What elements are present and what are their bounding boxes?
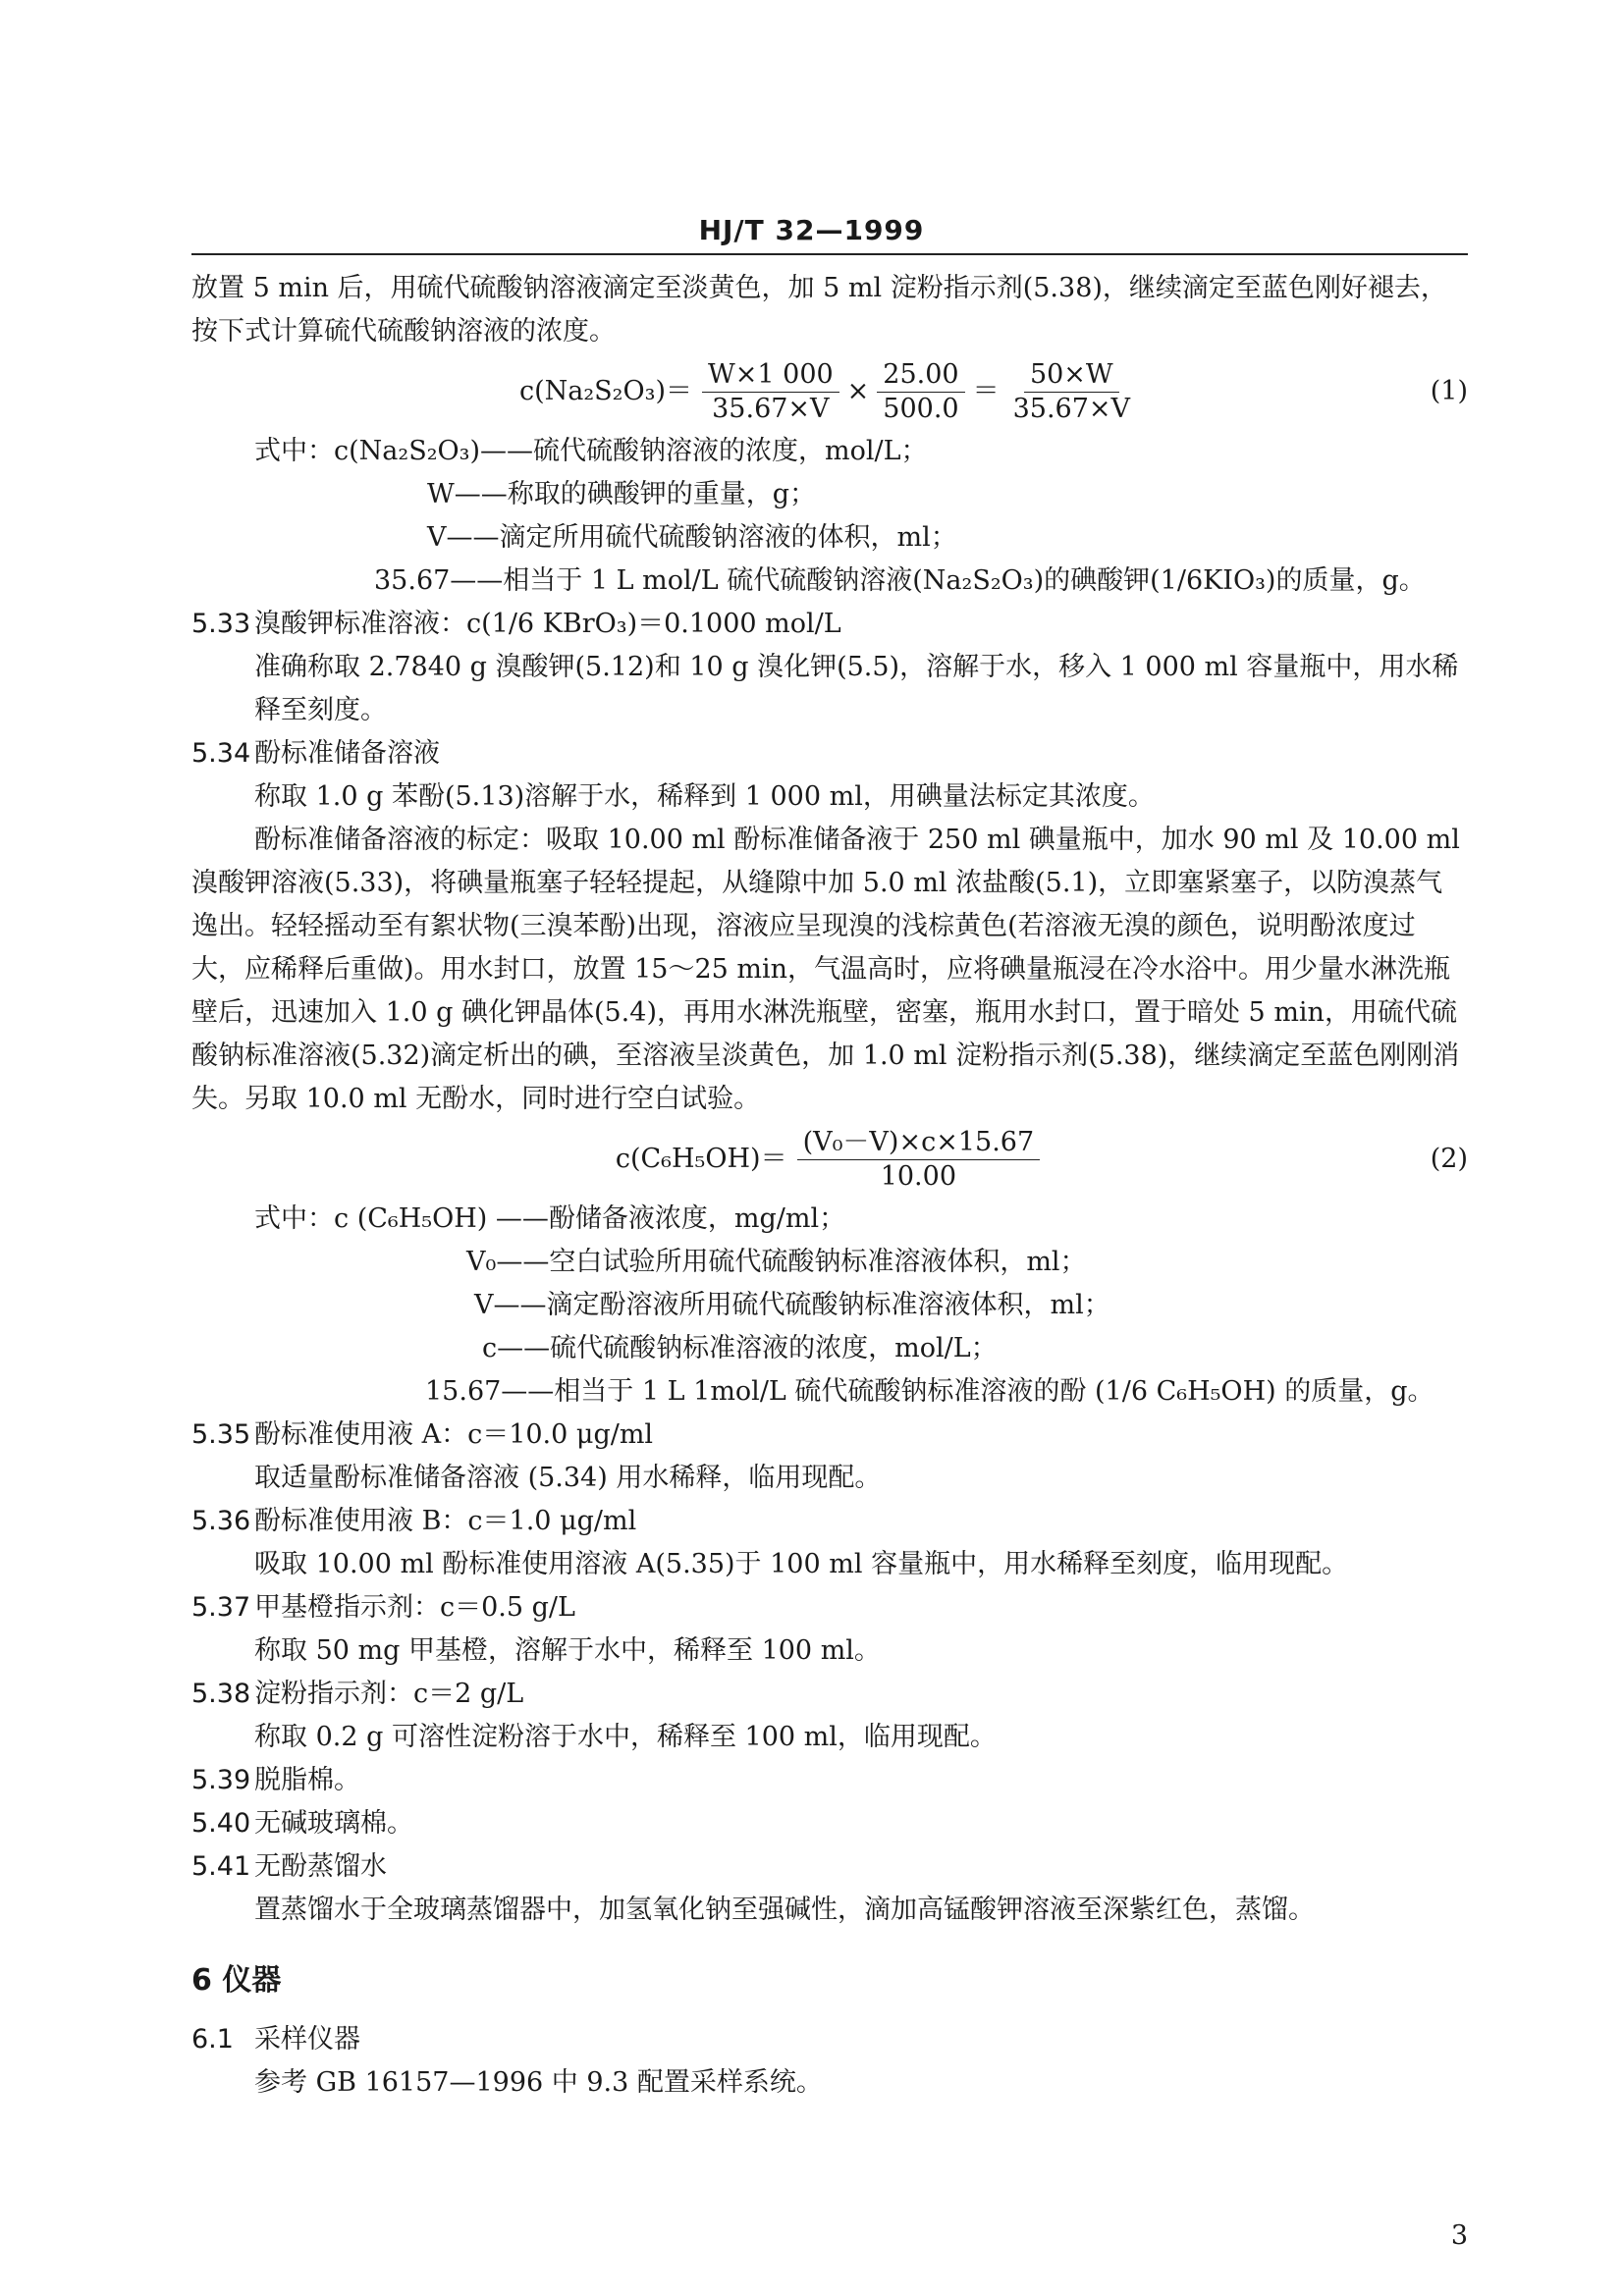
eq1-lhs: c(Na₂S₂O₃)＝ bbox=[518, 376, 692, 406]
eq1-fraction-1 bbox=[702, 358, 839, 426]
section-number: 5.36 bbox=[191, 1506, 251, 1536]
equation-1 bbox=[191, 353, 1468, 430]
section-title: 采样仪器 bbox=[254, 2024, 360, 2055]
section-number: 5.39 bbox=[191, 1765, 251, 1795]
section-title: 淀粉指示剂：c＝2 g/L bbox=[254, 1679, 524, 1709]
eq1-number: (1) bbox=[1430, 376, 1468, 406]
section-title: 甲基橙指示剂：c＝0.5 g/L bbox=[254, 1592, 575, 1623]
eq1-f2-denominator: 500.0 bbox=[883, 393, 959, 424]
section-number: 5.33 bbox=[191, 609, 251, 639]
section-5-33-text: 准确称取 2.7840 g 溴酸钾(5.12)和 10 g 溴化钾(5.5)，溶解于水，移入 1 000 ml 容量瓶中，用水稀释至刻度。 bbox=[254, 652, 1459, 725]
section-title: 溴酸钾标准溶液：c(1/6 KBrO₃)＝0.1000 mol/L bbox=[254, 609, 841, 639]
section-number: 6.1 bbox=[191, 2024, 234, 2055]
section-title: 酚标准储备溶液 bbox=[254, 738, 440, 769]
header-rule bbox=[191, 253, 1468, 255]
section-number: 5.35 bbox=[191, 1419, 251, 1450]
section-title: 无酚蒸馏水 bbox=[254, 1851, 387, 1882]
paragraph-intro: 放置 5 min 后，用硫代硫酸钠溶液滴定至淡黄色，加 5 ml 淀粉指示剂(5.38)，继续滴定至蓝色刚好褪去，按下式计算硫代硫酸钠溶液的浓度。 bbox=[191, 273, 1447, 347]
section-5-40-heading bbox=[191, 1802, 1468, 1845]
section-5-36-heading bbox=[191, 1500, 1468, 1543]
def-w: W——称取的碘酸钾的重量，g； bbox=[427, 479, 817, 509]
section-6-1-heading bbox=[191, 2018, 1468, 2061]
eq1-equals: ＝ bbox=[972, 376, 1000, 406]
section-5-35-heading bbox=[191, 1414, 1468, 1457]
eq2-lhs: c(C₆H₅OH)＝ bbox=[615, 1144, 787, 1174]
section-5-35-text: 取适量酚标准储备溶液 (5.34) 用水稀释，临用现配。 bbox=[254, 1463, 882, 1493]
eq1-f1-numerator: W×1 000 bbox=[702, 358, 839, 393]
section-title: 酚标准使用液 A：c＝10.0 μg/ml bbox=[254, 1419, 654, 1450]
section-5-38-text: 称取 0.2 g 可溶性淀粉溶于水中，稀释至 100 ml，临用现配。 bbox=[254, 1722, 997, 1752]
section-number: 5.41 bbox=[191, 1851, 251, 1882]
def-35-67: 35.67——相当于 1 L mol/L 硫代硫酸钠溶液(Na₂S₂O₃)的碘酸钾(1/6KIO₃)的质量，g。 bbox=[374, 565, 1426, 596]
def-v: V——滴定酚溶液所用硫代硫酸钠标准溶液体积，ml； bbox=[474, 1290, 1110, 1320]
section-5-34-heading bbox=[191, 732, 1468, 775]
section-5-34-text-2: 酚标准储备溶液的标定：吸取 10.00 ml 酚标准储备液于 250 ml 碘量瓶中，加水 90 ml 及 10.00 ml 溴酸钾溶液(5.33)，将碘量瓶塞子轻轻提起，从缝隙中加 5.0 ml 浓盐酸(5.1)，立即塞紧塞子，以防溴蒸气逸出。轻轻摇动至有絮状物(三溴苯酚)出现，溶液应呈现溴的浅棕黄色(若溶液无溴的颜色，说明酚浓度过大，应稀释后重做)。用水封口，放置 15～25 min，气温高时，应将碘量瓶浸在冷水浴中。用少量水淋洗瓶壁后，迅速加入 1.0 g 碘化钾晶体(5.4)，再用水淋洗瓶壁，密塞，瓶用水封口，置于暗处 5 min，用硫代硫酸钠标准溶液(5.32)滴定析出的碘，至溶液呈淡黄色，加 1.0 ml 淀粉指示剂(5.38)，继续滴定至蓝色刚刚消失。另取 10.0 ml 无酚水，同时进行空白试验。 bbox=[191, 825, 1460, 1114]
eq1-f3-numerator: 50×W bbox=[1024, 358, 1119, 393]
chapter-6-heading: 6 仪器 bbox=[191, 1963, 282, 1998]
eq2-definitions bbox=[191, 1198, 1468, 1414]
section-5-37-text: 称取 50 mg 甲基橙，溶解于水中，稀释至 100 ml。 bbox=[254, 1635, 881, 1666]
section-5-33-heading bbox=[191, 603, 1468, 646]
section-title: 脱脂棉。 bbox=[254, 1765, 360, 1795]
eq1-f1-denominator: 35.67×V bbox=[712, 393, 830, 424]
section-5-41-text: 置蒸馏水于全玻璃蒸馏器中，加氢氧化钠至强碱性，滴加高锰酸钾溶液至深紫红色，蒸馏。 bbox=[254, 1895, 1315, 1925]
eq2-denominator: 10.00 bbox=[880, 1160, 956, 1192]
page-content bbox=[191, 267, 1468, 2105]
def-na2s2o3: 式中：c(Na₂S₂O₃)——硫代硫酸钠溶液的浓度，mol/L； bbox=[254, 436, 928, 466]
standard-code-header: HJ/T 32—1999 bbox=[698, 214, 925, 246]
section-5-37-heading bbox=[191, 1586, 1468, 1629]
section-5-39-heading bbox=[191, 1759, 1468, 1802]
section-5-38-heading bbox=[191, 1673, 1468, 1716]
eq2-numerator: (V₀－V)×c×15.67 bbox=[797, 1126, 1041, 1160]
eq1-f3-denominator: 35.67×V bbox=[1012, 393, 1131, 424]
section-number: 5.34 bbox=[191, 738, 251, 769]
section-5-36-text: 吸取 10.00 ml 酚标准使用溶液 A(5.35)于 100 ml 容量瓶中，用水稀释至刻度，临用现配。 bbox=[254, 1549, 1349, 1579]
def-c6h5oh: 式中：c (C₆H₅OH) ——酚储备液浓度，mg/ml； bbox=[254, 1203, 846, 1234]
section-number: 5.37 bbox=[191, 1592, 251, 1623]
section-5-34-text-1: 称取 1.0 g 苯酚(5.13)溶解于水，稀释到 1 000 ml，用碘量法标定其浓度。 bbox=[254, 781, 1155, 812]
eq1-definitions bbox=[191, 430, 1468, 603]
section-5-41-heading bbox=[191, 1845, 1468, 1889]
def-15-67: 15.67——相当于 1 L 1mol/L 硫代硫酸钠标准溶液的酚 (1/6 C₆H₅OH) 的质量，g。 bbox=[425, 1376, 1434, 1407]
section-title: 酚标准使用液 B：c＝1.0 μg/ml bbox=[254, 1506, 637, 1536]
eq1-times: × bbox=[846, 376, 870, 406]
eq1-f2-numerator: 25.00 bbox=[877, 358, 964, 393]
def-v: V——滴定所用硫代硫酸钠溶液的体积，ml； bbox=[427, 522, 957, 553]
eq1-fraction-3 bbox=[1007, 358, 1136, 426]
section-title: 无碱玻璃棉。 bbox=[254, 1808, 413, 1839]
def-c: c——硫代硫酸钠标准溶液的浓度，mol/L； bbox=[482, 1333, 998, 1363]
section-number: 5.38 bbox=[191, 1679, 251, 1709]
page-number: 3 bbox=[1450, 2220, 1468, 2251]
def-v0: V₀——空白试验所用硫代硫酸钠标准溶液体积，ml； bbox=[466, 1247, 1087, 1277]
section-number: 5.40 bbox=[191, 1808, 251, 1839]
equation-2 bbox=[191, 1121, 1468, 1198]
eq2-number: (2) bbox=[1430, 1144, 1468, 1174]
section-6-1-text: 参考 GB 16157—1996 中 9.3 配置采样系统。 bbox=[254, 2067, 823, 2098]
eq1-fraction-2 bbox=[877, 358, 964, 426]
eq2-fraction bbox=[797, 1126, 1041, 1194]
